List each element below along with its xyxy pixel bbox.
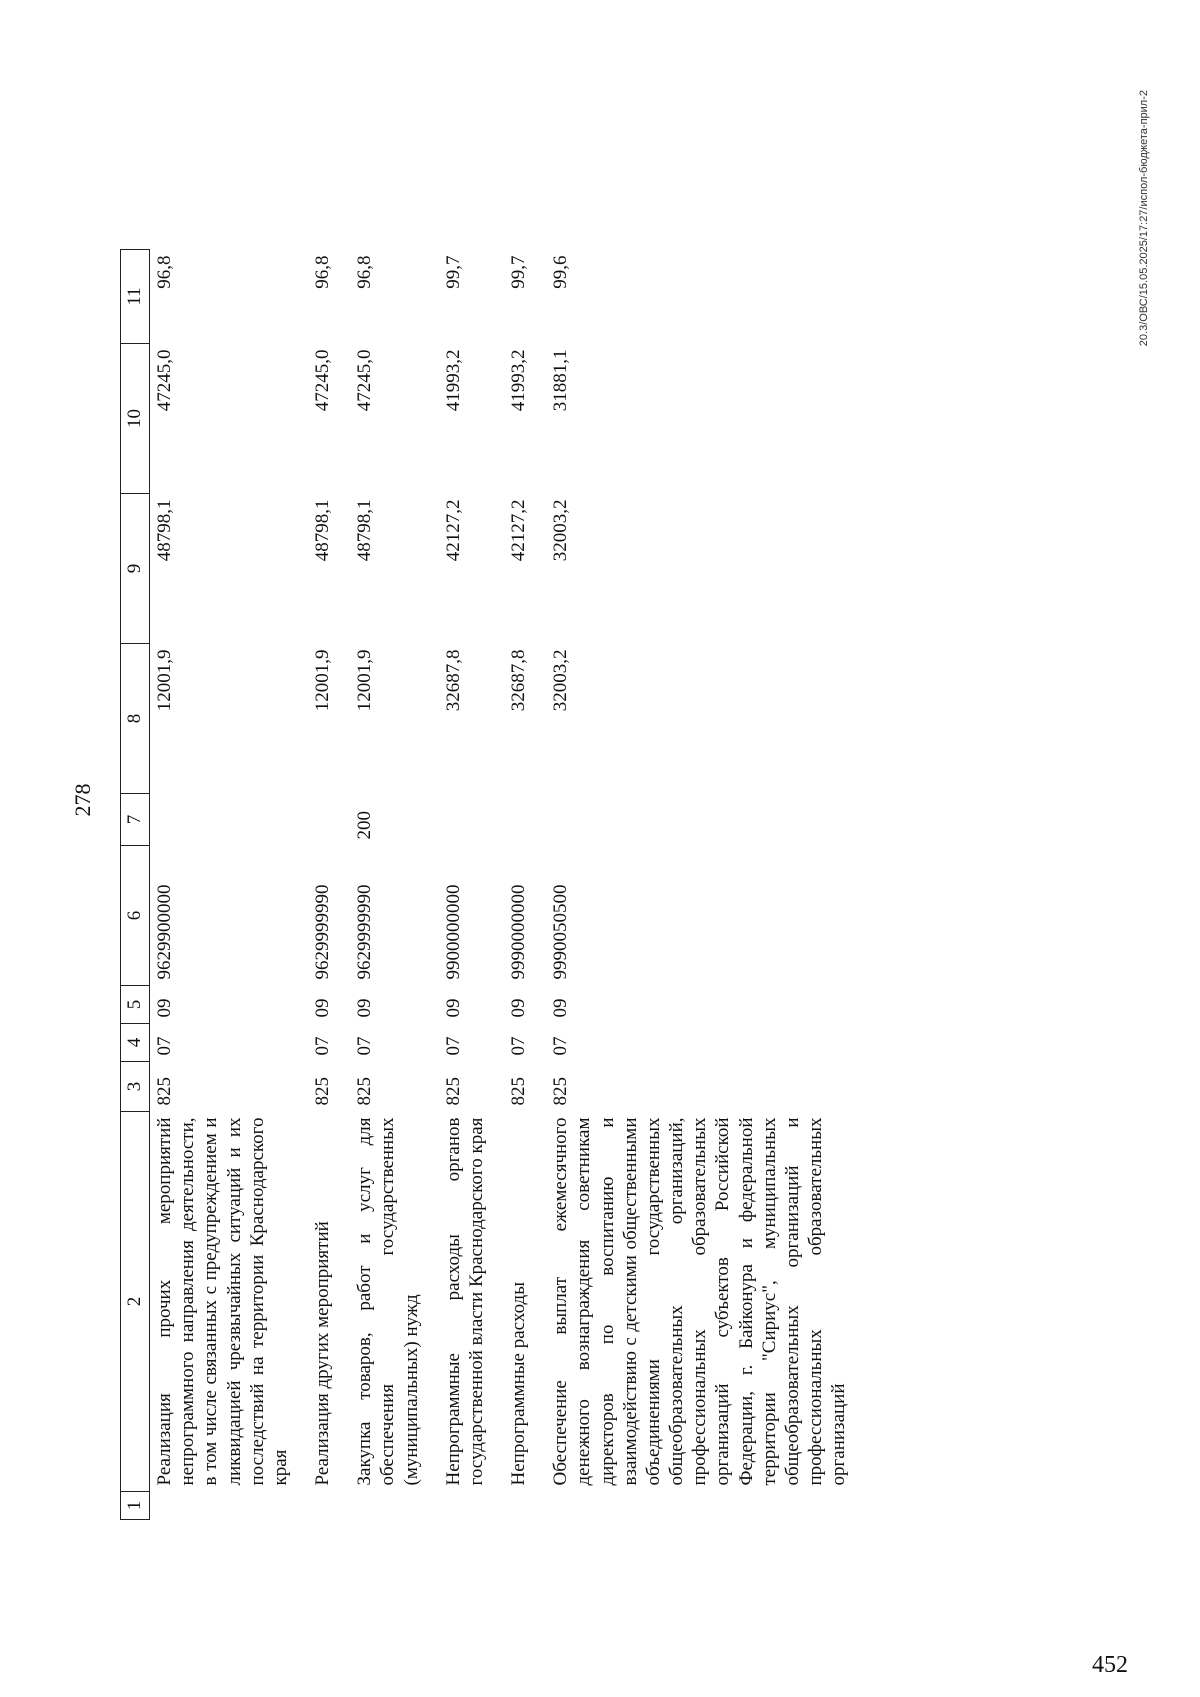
- row-subsection-code: 09: [550, 998, 572, 1018]
- row-target-article: 9990000000: [508, 884, 530, 980]
- row-blank-cell: [150, 1492, 309, 1520]
- row-target-article: 9900000000: [442, 884, 464, 980]
- column-header: 7: [121, 794, 150, 846]
- row-ved-code: 825: [550, 1077, 572, 1106]
- row-description: Реализация прочих мероприятий непрограммного направления деятельности, в том числе связанных с предупреждением и ликвидацией чрезвычайных ситуаций и их последствий на территории Краснодарского края: [154, 1117, 291, 1486]
- row-ved-code: 825: [354, 1077, 376, 1106]
- row-value-plan: 48798,1: [154, 499, 175, 562]
- row-section-code: 07: [550, 1036, 572, 1056]
- row-value-percent: 99,7: [442, 255, 464, 289]
- row-blank-cell: [546, 1492, 866, 1520]
- row-value-executed: 41993,2: [508, 349, 530, 412]
- row-value-executed: 31881,1: [550, 349, 572, 412]
- table-row: [546, 250, 866, 1520]
- row-value-approved: 12001,9: [154, 649, 175, 712]
- row-value-executed: 47245,0: [312, 349, 334, 412]
- row-value-executed: 41993,2: [442, 349, 464, 412]
- row-target-article: 9629900000: [154, 884, 175, 980]
- row-target-article: 9990050500: [550, 884, 572, 980]
- row-value-plan: 42127,2: [442, 499, 464, 562]
- row-value-plan: 48798,1: [312, 499, 334, 562]
- row-subsection-code: 09: [442, 998, 464, 1018]
- column-header: 6: [121, 846, 150, 986]
- row-expense-type: [150, 794, 309, 846]
- sheet-number: 452: [1092, 1652, 1128, 1678]
- column-header: 9: [121, 494, 150, 644]
- row-value-plan: 48798,1: [354, 499, 376, 562]
- column-header: 10: [121, 344, 150, 494]
- row-section-code: 07: [312, 1036, 334, 1056]
- row-subsection-code: 09: [312, 998, 334, 1018]
- row-description: Реализация других мероприятий: [312, 1221, 334, 1486]
- table-body: [150, 250, 867, 1520]
- row-subsection-code: 09: [354, 998, 376, 1018]
- row-blank-cell: [350, 1492, 439, 1520]
- table-row: [308, 250, 350, 1520]
- row-value-approved: 32003,2: [550, 649, 572, 712]
- row-value-percent: 99,6: [550, 255, 572, 289]
- table-row: [439, 250, 504, 1520]
- column-header: 3: [121, 1062, 150, 1112]
- row-section-code: 07: [154, 1036, 175, 1056]
- budget-table: [120, 249, 866, 1520]
- row-description: Непрограммные расходы: [508, 1282, 530, 1486]
- column-header: 11: [121, 250, 150, 344]
- row-blank-cell: [308, 1492, 350, 1520]
- row-ved-code: 825: [508, 1077, 530, 1106]
- column-header: 2: [121, 1112, 150, 1492]
- row-value-approved: 32687,8: [442, 649, 464, 712]
- row-value-plan: 32003,2: [550, 499, 572, 562]
- row-value-approved: 12001,9: [354, 649, 376, 712]
- row-blank-cell: [439, 1492, 504, 1520]
- row-section-code: 07: [508, 1036, 530, 1056]
- row-ved-code: 825: [154, 1077, 175, 1106]
- row-description: Обеспечение выплат ежемесячного денежного вознаграждения советникам директоров по воспитанию и взаимодействию с детскими общественными объединениями государственных общеобразовательных организаций, профессиональных образовательных организаций субъектов Российской Федерации, г. Байконура и федеральной территории "Сириус", муниципальных общеобразовательных организаций и профессиональных образовательных организаций: [550, 1117, 850, 1486]
- row-value-approved: 12001,9: [312, 649, 334, 712]
- row-description: Непрограммные расходы органов государственной власти Краснодарского края: [442, 1117, 487, 1486]
- column-header: 1: [121, 1492, 150, 1520]
- row-subsection-code: 09: [508, 998, 530, 1018]
- row-expense-type: [308, 794, 350, 846]
- footer-code: 20.3/ОВС/15.05.2025/17:27/испол-бюджета-прил-2: [1138, 90, 1150, 347]
- row-expense-type: [546, 794, 866, 846]
- column-header: 8: [121, 644, 150, 794]
- row-value-executed: 47245,0: [154, 349, 175, 412]
- row-expense-type: [504, 794, 546, 846]
- row-expense-type: [439, 794, 504, 846]
- row-target-article: 9629999990: [354, 884, 376, 980]
- row-ved-code: 825: [312, 1077, 334, 1106]
- table-row: [504, 250, 546, 1520]
- table-header-row: [121, 250, 150, 1520]
- table-row: [150, 250, 309, 1520]
- row-target-article: 9629999990: [312, 884, 334, 980]
- row-subsection-code: 09: [154, 998, 175, 1018]
- row-value-percent: 96,8: [312, 255, 334, 289]
- row-value-plan: 42127,2: [508, 499, 530, 562]
- row-ved-code: 825: [442, 1077, 464, 1106]
- rotated-page: [60, 60, 1150, 1540]
- row-value-approved: 32687,8: [508, 649, 530, 712]
- row-blank-cell: [504, 1492, 546, 1520]
- row-expense-type: 200: [354, 811, 376, 840]
- column-header: 5: [121, 986, 150, 1024]
- page-number: 278: [70, 783, 95, 817]
- row-value-percent: 99,7: [508, 255, 530, 289]
- column-header: 4: [121, 1024, 150, 1062]
- row-section-code: 07: [442, 1036, 464, 1056]
- row-description: Закупка товаров, работ и услуг для обеспечения государственных (муниципальных) нужд: [354, 1117, 422, 1486]
- row-section-code: 07: [354, 1036, 376, 1056]
- row-value-executed: 47245,0: [354, 349, 376, 412]
- row-value-percent: 96,8: [354, 255, 376, 289]
- row-value-percent: 96,8: [154, 255, 175, 289]
- table-row: [350, 250, 439, 1520]
